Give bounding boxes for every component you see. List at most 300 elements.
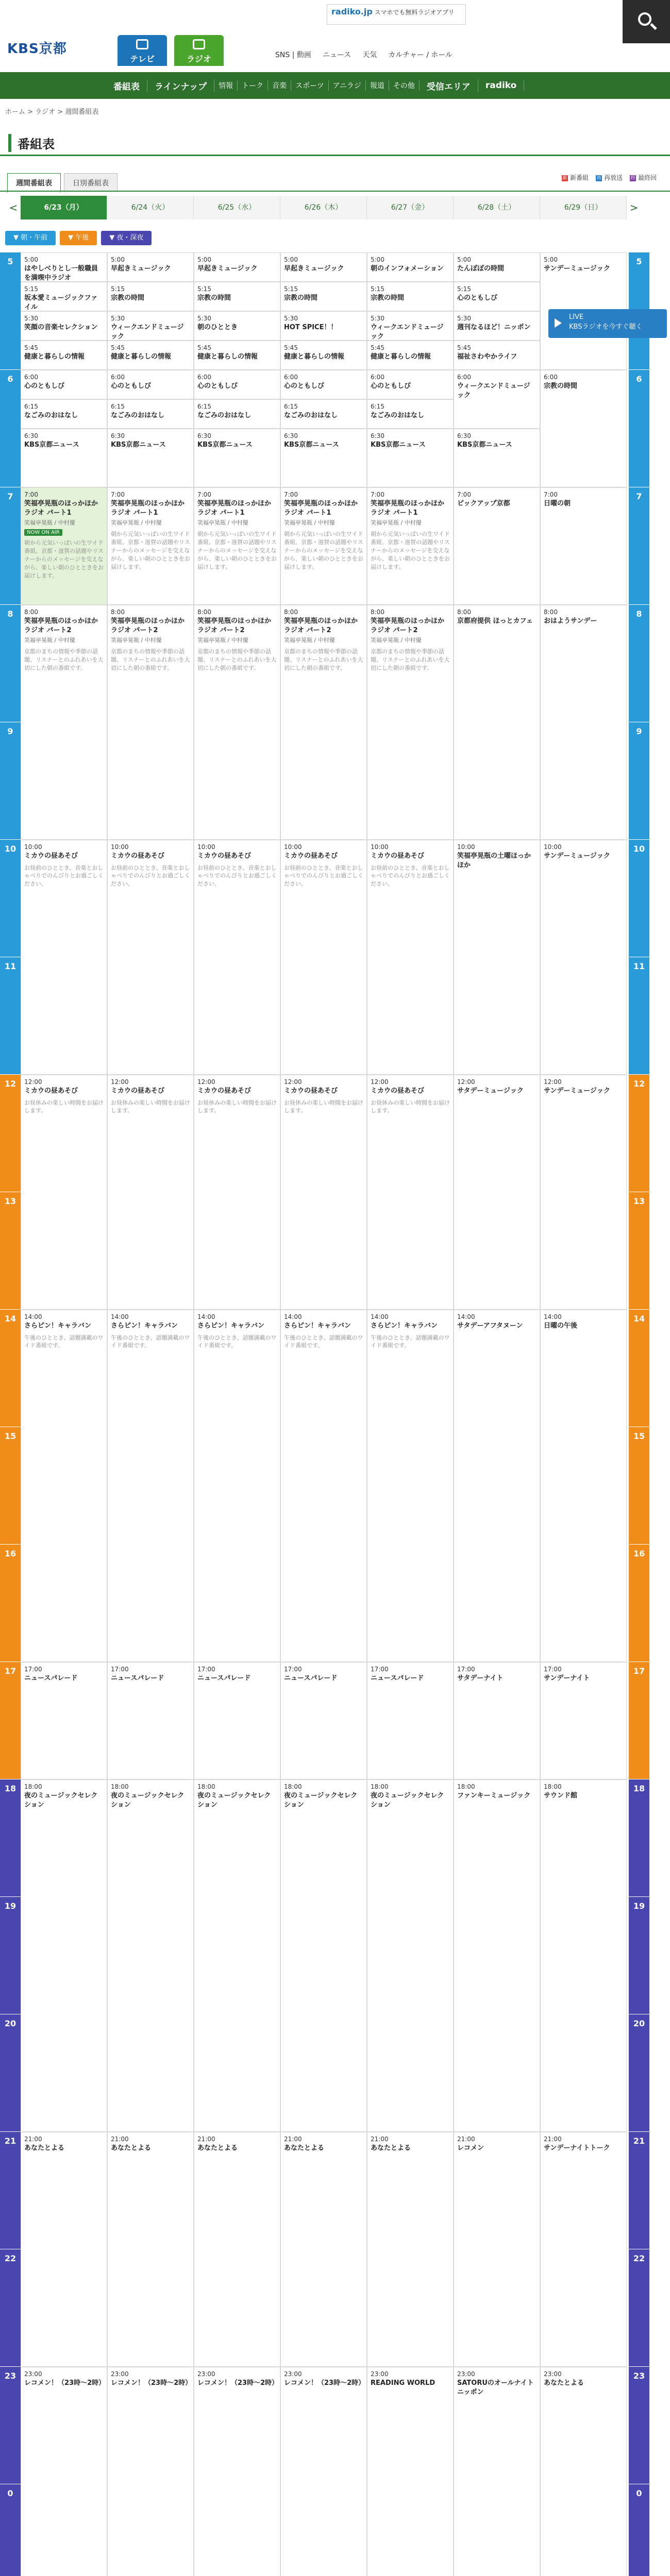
- program-cell[interactable]: [107, 2132, 194, 2367]
- program-cell[interactable]: [280, 429, 367, 487]
- program-cell[interactable]: [194, 370, 280, 399]
- program-title[interactable]: あなたとよる: [197, 2144, 238, 2152]
- program-time: 5:15: [197, 285, 211, 293]
- breadcrumb[interactable]: ホーム > ラジオ > 週間番組表: [5, 108, 99, 116]
- program-title[interactable]: 健康と暮らしの情報: [24, 353, 85, 361]
- program-cell[interactable]: [454, 1310, 540, 1662]
- program-cell[interactable]: [454, 252, 540, 282]
- program-title[interactable]: 心のともしび: [457, 294, 498, 302]
- program-title[interactable]: 福祉さわやかライフ: [457, 353, 517, 361]
- program-cell[interactable]: [194, 487, 280, 605]
- program-title[interactable]: KBS京都ニュース: [457, 441, 512, 449]
- program-time: 12:00: [284, 1078, 302, 1086]
- program-cell[interactable]: [107, 1075, 194, 1310]
- nav-report[interactable]: 報道: [366, 80, 389, 91]
- program-time: 7:00: [457, 491, 471, 498]
- program-title[interactable]: 宗教の時間: [111, 294, 145, 302]
- program-cell[interactable]: [107, 1662, 194, 1780]
- program-cell[interactable]: [194, 1662, 280, 1780]
- program-description: 午後のひととき、話題満載のワイド番組です。: [111, 1334, 190, 1349]
- program-cell[interactable]: [194, 252, 280, 282]
- program-cell[interactable]: [280, 840, 367, 1075]
- program-title[interactable]: ウィークエンドミュージック: [371, 324, 444, 341]
- program-cell[interactable]: [367, 1662, 454, 1780]
- program-cell[interactable]: [194, 399, 280, 429]
- nav-music[interactable]: 音楽: [268, 80, 291, 91]
- program-title[interactable]: 健康と暮らしの情報: [371, 353, 431, 361]
- program-cell[interactable]: [21, 2367, 107, 2576]
- program-title[interactable]: サンデーミュージック: [544, 1087, 610, 1095]
- program-title[interactable]: ミカウの昼あそび: [24, 1087, 78, 1095]
- program-title[interactable]: ニュースパレード: [111, 1674, 164, 1682]
- tab-weekly[interactable]: 週間番組表: [7, 173, 61, 192]
- program-title[interactable]: KBS京都ニュース: [197, 441, 253, 449]
- program-title[interactable]: 宗教の時間: [284, 294, 318, 302]
- program-title[interactable]: レコメン！（23時〜2時）: [197, 2379, 279, 2387]
- date-tab[interactable]: 6/29（日）: [540, 196, 627, 219]
- program-time: 12:00: [544, 1078, 562, 1086]
- program-description: お昼前のひととき、音楽とおしゃべりでのんびりとお過ごしください。: [371, 864, 450, 888]
- date-tab[interactable]: 6/26（木）: [280, 196, 367, 219]
- program-cell[interactable]: [367, 1075, 454, 1310]
- program-cell[interactable]: [540, 2367, 627, 2576]
- program-cell[interactable]: [21, 341, 107, 370]
- program-time: 5:15: [111, 285, 125, 293]
- program-description: 京都のまちの情報や季節の話題、リスナーとのふれあいを大切にした朝の番組です。: [284, 648, 363, 671]
- program-title[interactable]: 健康と暮らしの情報: [197, 353, 258, 361]
- program-title[interactable]: ニュースパレード: [197, 1674, 251, 1682]
- program-title[interactable]: 笑福亭晃瓶のほっかほかラジオ パート1: [111, 500, 185, 517]
- program-title[interactable]: ミカウの昼あそび: [24, 852, 78, 860]
- program-cell[interactable]: [367, 487, 454, 605]
- program-cell[interactable]: [367, 252, 454, 282]
- program-description: 朝から元気いっぱいの生ワイド番組。京都・滋賀の話題やリスナーからのメッセージを交えながら、楽しい朝のひとときをお届けします。: [24, 539, 104, 579]
- program-title[interactable]: なごみのおはなし: [197, 412, 252, 419]
- program-description: 午後のひととき、話題満載のワイド番組です。: [197, 1334, 277, 1349]
- nav-talk[interactable]: トーク: [238, 80, 268, 91]
- hour-label: 14: [0, 1310, 21, 1427]
- program-title[interactable]: 健康と暮らしの情報: [284, 353, 345, 361]
- program-title[interactable]: 夜のミュージックセレクション: [197, 1792, 271, 1809]
- program-cell[interactable]: [21, 252, 107, 282]
- program-title[interactable]: あなたとよる: [111, 2144, 152, 2152]
- program-cell[interactable]: [194, 311, 280, 341]
- program-cell[interactable]: [367, 840, 454, 1075]
- program-cell[interactable]: [107, 487, 194, 605]
- nav-area[interactable]: 受信エリア: [420, 79, 478, 92]
- program-title[interactable]: なごみのおはなし: [284, 412, 338, 419]
- program-cell[interactable]: [454, 370, 540, 429]
- program-title[interactable]: 心のともしび: [197, 382, 238, 390]
- hour-label: 12: [629, 1075, 649, 1192]
- top-link-weather[interactable]: 天気: [362, 51, 377, 59]
- program-cell[interactable]: [454, 341, 540, 370]
- hour-label: 13: [0, 1192, 21, 1310]
- program-time: 23:00: [544, 2370, 562, 2378]
- legend-item: [562, 173, 589, 182]
- program-cell[interactable]: [194, 429, 280, 487]
- program-title[interactable]: なごみのおはなし: [24, 412, 78, 419]
- hour-label: 13: [629, 1192, 649, 1310]
- program-title[interactable]: 宗教の時間: [197, 294, 231, 302]
- nav-anime[interactable]: アニラジ: [329, 80, 366, 91]
- program-title[interactable]: あなたとよる: [544, 2379, 584, 2387]
- nav-other[interactable]: その他: [389, 80, 420, 91]
- program-cell[interactable]: [21, 1075, 107, 1310]
- hour-label: 6: [0, 370, 21, 487]
- prev-week-arrow[interactable]: <: [9, 201, 18, 214]
- program-title[interactable]: 笑福亭晃瓶のほっかほかラジオ パート1: [371, 500, 445, 517]
- program-title[interactable]: ミカウの昼あそび: [111, 1087, 165, 1095]
- program-cell[interactable]: [540, 1075, 627, 1310]
- program-time: 18:00: [24, 1783, 42, 1790]
- time-jump-button[interactable]: ▼ 午後: [60, 231, 97, 245]
- program-title[interactable]: 笑福亭晃瓶のほっかほかラジオ パート1: [197, 500, 272, 517]
- program-title[interactable]: サタデーナイト: [457, 1674, 504, 1682]
- program-cell[interactable]: [107, 1310, 194, 1662]
- program-title[interactable]: ミカウの昼あそび: [284, 1087, 338, 1095]
- program-cell[interactable]: [540, 1780, 627, 2132]
- hour-label: 7: [0, 487, 21, 605]
- program-cell[interactable]: [367, 399, 454, 429]
- next-week-arrow[interactable]: >: [629, 201, 639, 214]
- program-title[interactable]: 夜のミュージックセレクション: [371, 1792, 444, 1809]
- program-time: 12:00: [111, 1078, 129, 1086]
- program-title[interactable]: KBS京都ニュース: [284, 441, 339, 449]
- legend-item: [596, 173, 623, 182]
- program-cell[interactable]: [280, 370, 367, 399]
- program-cell[interactable]: [367, 341, 454, 370]
- program-cell[interactable]: [107, 341, 194, 370]
- program-cell[interactable]: [454, 605, 540, 840]
- program-time: 6:30: [284, 432, 298, 439]
- program-cell[interactable]: [540, 1662, 627, 1780]
- nav-radiko[interactable]: radiko: [478, 80, 524, 91]
- program-cell[interactable]: [280, 2132, 367, 2367]
- program-cell[interactable]: [194, 840, 280, 1075]
- program-cell[interactable]: [21, 370, 107, 399]
- program-cell[interactable]: [107, 399, 194, 429]
- program-title[interactable]: 笑福亭晃瓶のほっかほかラジオ パート2: [197, 617, 272, 634]
- program-title[interactable]: KBS京都ニュース: [111, 441, 166, 449]
- program-title[interactable]: 笑福亭晃瓶のほっかほかラジオ パート2: [371, 617, 445, 634]
- program-title[interactable]: ニュースパレード: [24, 1674, 78, 1682]
- program-cell[interactable]: [194, 2367, 280, 2576]
- program-title[interactable]: 宗教の時間: [371, 294, 405, 302]
- program-time: 17:00: [457, 1666, 475, 1673]
- program-cell[interactable]: [194, 282, 280, 311]
- program-title[interactable]: サウンド館: [544, 1792, 578, 1800]
- program-cell[interactable]: [107, 2367, 194, 2576]
- program-title[interactable]: さらピン！キャラバン: [371, 1322, 438, 1330]
- program-title[interactable]: ミカウの昼あそび: [371, 852, 425, 860]
- program-title[interactable]: ミカウの昼あそび: [111, 852, 165, 860]
- program-cell[interactable]: [194, 341, 280, 370]
- program-cell[interactable]: [107, 311, 194, 341]
- program-cell[interactable]: [454, 282, 540, 311]
- radiko-banner[interactable]: [327, 4, 466, 25]
- program-cell[interactable]: [21, 605, 107, 840]
- hour-label: 22: [629, 2249, 649, 2367]
- program-cell[interactable]: [21, 2132, 107, 2367]
- program-title[interactable]: 健康と暮らしの情報: [111, 353, 172, 361]
- program-cast: 笑福亭晃瓶 / 中村優: [197, 519, 248, 527]
- program-cell[interactable]: [540, 2132, 627, 2367]
- program-title[interactable]: ピックアップ京都: [457, 500, 510, 507]
- program-time: 23:00: [111, 2370, 129, 2378]
- hour-label: 17: [629, 1662, 649, 1780]
- tv-icon: [136, 39, 148, 49]
- program-title[interactable]: レコメン！（23時〜2時）: [24, 2379, 106, 2387]
- program-cell[interactable]: [194, 2132, 280, 2367]
- program-title[interactable]: ミカウの昼あそび: [371, 1087, 425, 1095]
- program-title[interactable]: 心のともしび: [111, 382, 152, 390]
- nav-sports[interactable]: スポーツ: [291, 80, 328, 91]
- program-title[interactable]: サンデーミュージック: [544, 852, 610, 860]
- program-cell[interactable]: [280, 282, 367, 311]
- program-cell[interactable]: [280, 311, 367, 341]
- program-cell[interactable]: [107, 840, 194, 1075]
- program-title[interactable]: さらピン！キャラバン: [284, 1322, 351, 1330]
- program-cell[interactable]: [540, 487, 627, 605]
- program-cell[interactable]: [367, 1310, 454, 1662]
- program-cell[interactable]: [280, 1662, 367, 1780]
- program-cell[interactable]: [280, 487, 367, 605]
- program-title[interactable]: あなたとよる: [371, 2144, 411, 2152]
- tab-daily[interactable]: 日別番組表: [64, 173, 118, 192]
- title-divider: [0, 155, 670, 156]
- program-title[interactable]: ニュースパレード: [284, 1674, 338, 1682]
- date-tab[interactable]: 6/24（火）: [107, 196, 194, 219]
- program-title[interactable]: 京都府提供 ほっとカフェ: [457, 617, 533, 625]
- tab-tv-label: テレビ: [130, 54, 155, 64]
- program-cell[interactable]: [280, 605, 367, 840]
- program-time: 14:00: [544, 1313, 562, 1320]
- program-title[interactable]: 笑福亭晃瓶のほっかほかラジオ パート2: [111, 617, 185, 634]
- program-cell[interactable]: [454, 1075, 540, 1310]
- program-title[interactable]: 早起きミュージック: [197, 265, 258, 273]
- program-cell[interactable]: [21, 487, 107, 605]
- program-title[interactable]: 宗教の時間: [544, 382, 578, 390]
- program-title[interactable]: サンデーナイト: [544, 1674, 590, 1682]
- program-cell[interactable]: [367, 2367, 454, 2576]
- program-title[interactable]: KBS京都ニュース: [371, 441, 426, 449]
- program-cell[interactable]: [454, 840, 540, 1075]
- program-title[interactable]: 夜のミュージックセレクション: [284, 1792, 358, 1809]
- program-description: 朝から元気いっぱいの生ワイド番組。京都・滋賀の話題やリスナーからのメッセージを交えながら、楽しい朝のひとときをお届けします。: [371, 530, 450, 570]
- program-title[interactable]: さらピン！キャラバン: [111, 1322, 178, 1330]
- program-title[interactable]: 朝のインフォメーション: [371, 265, 444, 273]
- program-title[interactable]: 朝のひととき: [197, 324, 238, 331]
- program-time: 6:30: [371, 432, 384, 439]
- program-cell[interactable]: [367, 311, 454, 341]
- program-cell[interactable]: [367, 1780, 454, 2132]
- program-cell[interactable]: [21, 282, 107, 311]
- program-description: お昼前のひととき、音楽とおしゃべりでのんびりとお過ごしください。: [197, 864, 277, 888]
- program-cell[interactable]: [367, 282, 454, 311]
- program-cell[interactable]: [367, 605, 454, 840]
- program-title[interactable]: ファンキーミュージック: [457, 1792, 531, 1800]
- program-cell[interactable]: [21, 1780, 107, 2132]
- date-tab[interactable]: 6/25（水）: [194, 196, 280, 219]
- program-cell[interactable]: [540, 370, 627, 487]
- program-title[interactable]: 笑福亭晃瓶のほっかほかラジオ パート2: [24, 617, 98, 634]
- program-title[interactable]: レコメン！（23時〜2時）: [284, 2379, 365, 2387]
- program-cell[interactable]: [107, 1780, 194, 2132]
- program-title[interactable]: 早起きミュージック: [111, 265, 171, 273]
- program-title[interactable]: なごみのおはなし: [371, 412, 425, 419]
- program-cell[interactable]: [194, 1075, 280, 1310]
- program-title[interactable]: さらピン！キャラバン: [24, 1322, 92, 1330]
- search-button[interactable]: [623, 0, 670, 43]
- program-cell[interactable]: [454, 1780, 540, 2132]
- nav-lineup[interactable]: ラインナップ: [147, 79, 214, 92]
- program-cell[interactable]: [21, 1310, 107, 1662]
- program-cell[interactable]: [367, 370, 454, 399]
- program-title[interactable]: おはようサンデー: [544, 617, 597, 625]
- top-link-sns[interactable]: SNS | 動画: [275, 51, 311, 59]
- program-time: 17:00: [197, 1666, 215, 1673]
- program-cell[interactable]: [21, 429, 107, 487]
- tab-tv[interactable]: [118, 35, 167, 66]
- time-jump-button[interactable]: ▼ 朝・午前: [5, 231, 56, 245]
- program-cell[interactable]: [454, 2367, 540, 2576]
- program-title[interactable]: あなたとよる: [284, 2144, 325, 2152]
- program-cell[interactable]: [540, 605, 627, 840]
- nav-schedule[interactable]: 番組表: [106, 79, 147, 92]
- program-title[interactable]: 夜のミュージックセレクション: [111, 1792, 185, 1809]
- program-title[interactable]: 笑福亭晃瓶のほっかほかラジオ パート1: [284, 500, 358, 517]
- listen-now-button[interactable]: [548, 309, 667, 338]
- program-title[interactable]: 週刊なるほど！ニッポン: [457, 324, 531, 331]
- program-title[interactable]: あなたとよる: [24, 2144, 65, 2152]
- program-cell[interactable]: [21, 1662, 107, 1780]
- program-title[interactable]: ウィークエンドミュージック: [457, 382, 530, 399]
- program-title[interactable]: 笑福亭晃瓶のほっかほかラジオ パート2: [284, 617, 358, 634]
- program-time: 10:00: [544, 843, 562, 851]
- program-cell[interactable]: [367, 429, 454, 487]
- program-title[interactable]: 日曜の朝: [544, 500, 571, 507]
- program-cell[interactable]: [194, 605, 280, 840]
- program-title[interactable]: 坂本愛ミュージックファイル: [24, 294, 98, 311]
- program-title[interactable]: READING WORLD: [371, 2379, 435, 2387]
- program-cell[interactable]: [107, 282, 194, 311]
- hour-label: 5: [0, 252, 21, 370]
- program-title[interactable]: 日曜の午後: [544, 1322, 578, 1330]
- program-title[interactable]: ミカウの昼あそび: [197, 1087, 252, 1095]
- program-cell[interactable]: [454, 2132, 540, 2367]
- program-title[interactable]: 心のともしび: [284, 382, 325, 390]
- program-title[interactable]: ミカウの昼あそび: [197, 852, 252, 860]
- program-title[interactable]: サタデーミュージック: [457, 1087, 524, 1095]
- program-title[interactable]: HOT SPICE！！: [284, 324, 338, 331]
- program-title[interactable]: たんぽぽの時間: [457, 265, 505, 273]
- hour-label: 10: [629, 840, 649, 957]
- top-link-culture[interactable]: カルチャー / ホール: [388, 51, 453, 59]
- program-title[interactable]: はやしべりとし一般職員を満喫中ラジオ: [24, 265, 98, 282]
- tabs-divider: [0, 191, 670, 192]
- tab-radio[interactable]: [174, 35, 224, 66]
- program-cell[interactable]: [454, 429, 540, 487]
- program-time: 5:30: [111, 315, 125, 322]
- program-cell[interactable]: [194, 1310, 280, 1662]
- program-cell[interactable]: [280, 2367, 367, 2576]
- program-time: 21:00: [544, 2136, 562, 2143]
- program-title[interactable]: 夜のミュージックセレクション: [24, 1792, 98, 1809]
- program-cell[interactable]: [107, 605, 194, 840]
- program-title[interactable]: ウィークエンドミュージック: [111, 324, 184, 341]
- program-title[interactable]: 笑顔の音楽セレクション: [24, 324, 98, 331]
- date-tab[interactable]: 6/28（土）: [454, 196, 540, 219]
- program-title[interactable]: レコメン！（23時〜2時）: [111, 2379, 192, 2387]
- program-time: 5:30: [371, 315, 384, 322]
- program-cell[interactable]: [280, 252, 367, 282]
- program-cell[interactable]: [367, 2132, 454, 2367]
- program-title[interactable]: 心のともしび: [24, 382, 65, 390]
- program-title[interactable]: 早起きミュージック: [284, 265, 344, 273]
- program-cell[interactable]: [454, 487, 540, 605]
- program-time: 5:00: [111, 256, 125, 263]
- program-title[interactable]: ニュースパレード: [371, 1674, 424, 1682]
- nav-info[interactable]: 情報: [214, 80, 238, 91]
- program-cell[interactable]: [21, 311, 107, 341]
- program-title[interactable]: なごみのおはなし: [111, 412, 165, 419]
- program-title[interactable]: 笑福亭晃瓶の土曜ほっかほか: [457, 852, 531, 869]
- program-cell[interactable]: [107, 429, 194, 487]
- program-cell[interactable]: [194, 1780, 280, 2132]
- program-title[interactable]: サンデーナイトトーク: [544, 2144, 610, 2152]
- program-cell[interactable]: [454, 311, 540, 341]
- program-cell[interactable]: [280, 399, 367, 429]
- program-cell[interactable]: [454, 1662, 540, 1780]
- program-time: 5:15: [284, 285, 298, 293]
- program-time: 6:00: [371, 374, 384, 381]
- page-title: 番組表: [8, 134, 55, 152]
- program-cell[interactable]: [107, 252, 194, 282]
- program-cell[interactable]: [540, 1310, 627, 1662]
- program-cell[interactable]: [280, 341, 367, 370]
- program-title[interactable]: 笑福亭晃瓶のほっかほかラジオ パート1: [24, 500, 98, 517]
- date-tab[interactable]: 6/23（月）: [21, 196, 107, 219]
- program-title[interactable]: SATORUのオールナイトニッポン: [457, 2379, 534, 2396]
- program-cell[interactable]: [21, 840, 107, 1075]
- program-cell[interactable]: [107, 370, 194, 399]
- program-title[interactable]: サンデーミュージック: [544, 265, 610, 273]
- site-header: [0, 0, 670, 72]
- program-time: 7:00: [111, 491, 125, 498]
- program-title[interactable]: 心のともしび: [371, 382, 411, 390]
- program-cell[interactable]: [280, 1075, 367, 1310]
- program-description: 午後のひととき、話題満載のワイド番組です。: [371, 1334, 450, 1349]
- program-description: お昼休みの楽しい時間をお届けします。: [24, 1099, 104, 1114]
- program-title[interactable]: サタデーアフタヌーン: [457, 1322, 523, 1330]
- program-time: 5:00: [284, 256, 298, 263]
- program-title[interactable]: ミカウの昼あそび: [284, 852, 338, 860]
- program-title[interactable]: KBS京都ニュース: [24, 441, 79, 449]
- date-tab[interactable]: 6/27（金）: [367, 196, 454, 219]
- program-title[interactable]: さらピン！キャラバン: [197, 1322, 265, 1330]
- site-logo[interactable]: KBS京都: [7, 41, 67, 57]
- program-description: 朝から元気いっぱいの生ワイド番組。京都・滋賀の話題やリスナーからのメッセージを交えながら、楽しい朝のひとときをお届けします。: [197, 530, 277, 570]
- program-cell[interactable]: [280, 1780, 367, 2132]
- program-cell[interactable]: [21, 399, 107, 429]
- time-jump-button[interactable]: ▼ 夜・深夜: [101, 231, 152, 245]
- program-title[interactable]: レコメン: [457, 2144, 484, 2152]
- top-link-news[interactable]: ニュース: [322, 51, 351, 59]
- program-description: お昼休みの楽しい時間をお届けします。: [197, 1099, 277, 1114]
- program-cell[interactable]: [280, 1310, 367, 1662]
- program-cell[interactable]: [540, 840, 627, 1075]
